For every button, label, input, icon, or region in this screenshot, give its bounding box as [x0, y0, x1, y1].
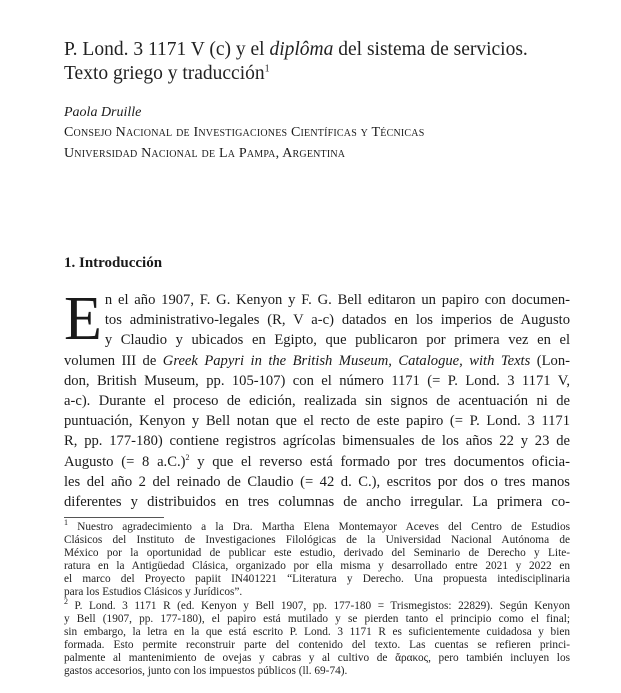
footnote-2-line: sin embargo, la letra en la que está escrito P. Lond. 3 1171 R es suficientemente cuidadosa y bien: [64, 625, 570, 638]
body-line: a-c). Durante el proceso de edición, realizada sin signos de acentuación ni de: [64, 393, 570, 410]
author-affiliation-2: Universidad Nacional de La Pampa, Argentina: [64, 146, 346, 161]
footnote-2-line: y Bell (1907, pp. 177-180), el papiro está mutilado y se pierden tanto el principio como el final;: [64, 612, 570, 625]
title-footnote-ref[interactable]: 1: [264, 63, 270, 75]
title-line-2: Texto griego y traducción$^1$: [64, 63, 270, 84]
footnote-separator: [64, 517, 164, 518]
drop-cap: E: [64, 285, 102, 353]
body-line: tos administrativo-legales (R, V a-c) datados en los imperios de Augusto: [104, 312, 570, 329]
body-line: Augusto (= 8 a.C.)$^2$ y que el reverso está formado por tres documentos oficia-: [64, 452, 570, 470]
body-line: diferentes y distribuidos en tres columnas de ancho irregular. La primera co-: [64, 494, 570, 511]
footnote-1-line: ratura en la Antigüedad Clásica, organizado por ella misma y desarrollado entre 2021 y 2022 en: [64, 560, 570, 573]
body-line: don, British Museum, pp. 105-107) con el número 1171 (= P. Lond. 3 1171 V,: [64, 372, 570, 389]
footnote-2-line: formada. Esto permite reconstruir parte del contenido del texto. Las cuentas se refieren princi-: [64, 638, 570, 651]
footnote-2-line: gastos accesorios, junto con los impuestos públicos (ll. 69-74).: [64, 665, 348, 678]
author-name: Paola Druille: [64, 105, 142, 120]
book-title-italic: Greek Papyri in the British Museum, Catalogue, with Texts: [162, 352, 531, 369]
body-line: y Claudio y ubicados en Egipto, que publicaron por primera vez en el: [104, 332, 570, 349]
footnote-1-mark: 1: [64, 518, 68, 528]
footnotes: [64, 518, 570, 678]
body-line: R, pp. 177-180) contiene registros agrícolas bimensuales de los años 22 y 23 de: [64, 433, 570, 450]
title-line-1: P. Lond. 3 1171 V (c) y el diplôma del sistema de servicios.: [64, 39, 528, 60]
footnote-2-mark: 2: [64, 596, 68, 606]
section-heading: 1. Introducción: [64, 255, 163, 271]
footnote-1-line: $^1$ Nuestro agradecimiento a la Dra. Martha Elena Montemayor Aceves del Centro de Estudios: [64, 518, 570, 533]
footnote-1-line: el marco del Proyecto papiit IN401221 “Literatura y Derecho. Una propuesta intedisciplinaria: [64, 573, 570, 586]
footnote-2-line: palmente al mantenimiento de ovejas y cabras y al cultivo de ἄρακος, pero también incluyen los: [64, 651, 570, 664]
title-italic-term: diplôma: [269, 39, 334, 60]
footnote-1-line: México por la oportunidad de publicar este estudio, derivado del Seminario de Derecho y Lite-: [64, 547, 570, 560]
footnote-1-line: para los Estudios Clásicos y Jurídicos”.: [64, 586, 243, 599]
body-paragraph: [64, 285, 570, 512]
author-affiliation-1: Consejo Nacional de Investigaciones Científicas y Técnicas: [64, 125, 425, 140]
body-line: puntuación, Kenyon y Bell notan que el recto de este papiro (= P. Lond. 3 1171: [64, 413, 570, 430]
article-title: [64, 38, 584, 86]
footnote-2-line: $^2$ P. Lond. 3 1171 R (ed. Kenyon y Bell 1907, pp. 177-180 = Trismegistos: 22829). Según Kenyon: [64, 596, 570, 612]
body-line: les del año 2 del reinado de Claudio (= 42 d. C.), escritos por dos o tres manos: [64, 473, 570, 490]
body-line: n el año 1907, F. G. Kenyon y F. G. Bell editaron un papiro con documen-: [104, 292, 570, 308]
body-line: volumen III de Greek Papyri in the British Museum, Catalogue, with Texts (Lon-: [64, 352, 570, 369]
footnote-1-line: Clásicos del Instituto de Investigaciones Filológicas de la Universidad Nacional Autónoma de: [64, 534, 570, 547]
footnote-ref-2[interactable]: 2: [185, 452, 190, 462]
